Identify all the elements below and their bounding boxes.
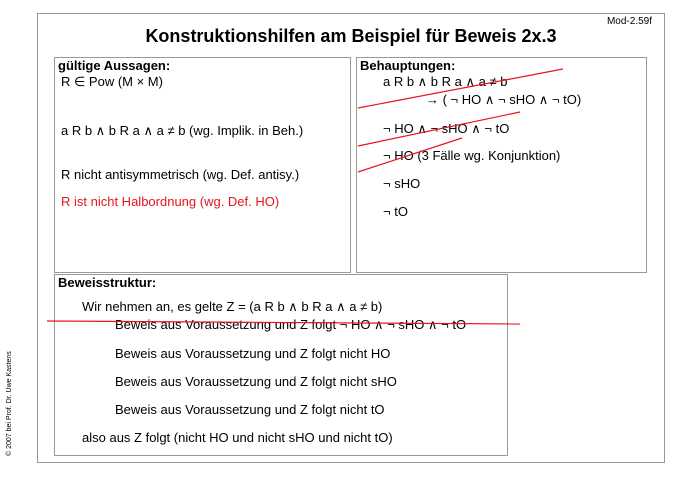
slide-id: Mod-2.59f xyxy=(606,16,652,27)
copyright-credit: © 2007 bei Prof. Dr. Uwe Kastens xyxy=(6,351,13,456)
claim-conjunction: ¬ HO ∧ ¬ sHO ∧ ¬ tO xyxy=(383,121,510,136)
claim-not-ho: ¬ HO (3 Fälle wg. Konjunktion) xyxy=(383,148,561,163)
proof-step-conjunction: Beweis aus Voraussetzung und Z folgt ¬ HO ∧ ¬ sHO ∧ ¬ tO xyxy=(115,317,467,332)
statement-relation: a R b ∧ b R a ∧ a ≠ b (wg. Implik. in Beh.) xyxy=(61,123,304,138)
claims-box xyxy=(356,57,647,273)
claim-not-to: ¬ tO xyxy=(383,204,408,219)
valid-statements-heading: gültige Aussagen: xyxy=(58,58,171,73)
claims-heading: Behauptungen: xyxy=(360,58,456,73)
statement-pow: R ∈ Pow (M × M) xyxy=(61,74,163,89)
statement-not-antisymmetric: R nicht antisymmetrisch (wg. Def. antisy.) xyxy=(61,167,300,182)
claim-premise: a R b ∧ b R a ∧ a ≠ b xyxy=(383,74,508,89)
proof-step-not-ho: Beweis aus Voraussetzung und Z folgt nicht HO xyxy=(115,346,391,361)
valid-statements-box xyxy=(54,57,351,273)
slide-title: Konstruktionshilfen am Beispiel für Beweis 2x.3 xyxy=(145,26,557,46)
statement-not-partial-order: R ist nicht Halbordnung (wg. Def. HO) xyxy=(61,194,280,209)
proof-step-not-to: Beweis aus Voraussetzung und Z folgt nicht tO xyxy=(115,402,385,417)
claim-not-sho: ¬ sHO xyxy=(383,176,421,191)
claim-implication: → ( ¬ HO ∧ ¬ sHO ∧ ¬ tO) xyxy=(426,92,582,107)
proof-step-not-sho: Beweis aus Voraussetzung und Z folgt nicht sHO xyxy=(115,374,397,389)
proof-assumption: Wir nehmen an, es gelte Z = (a R b ∧ b R a ∧ a ≠ b) xyxy=(82,299,383,314)
proof-conclusion: also aus Z folgt (nicht HO und nicht sHO und nicht tO) xyxy=(82,430,393,445)
proof-structure-heading: Beweisstruktur: xyxy=(58,275,157,290)
proof-structure-box xyxy=(54,274,508,456)
